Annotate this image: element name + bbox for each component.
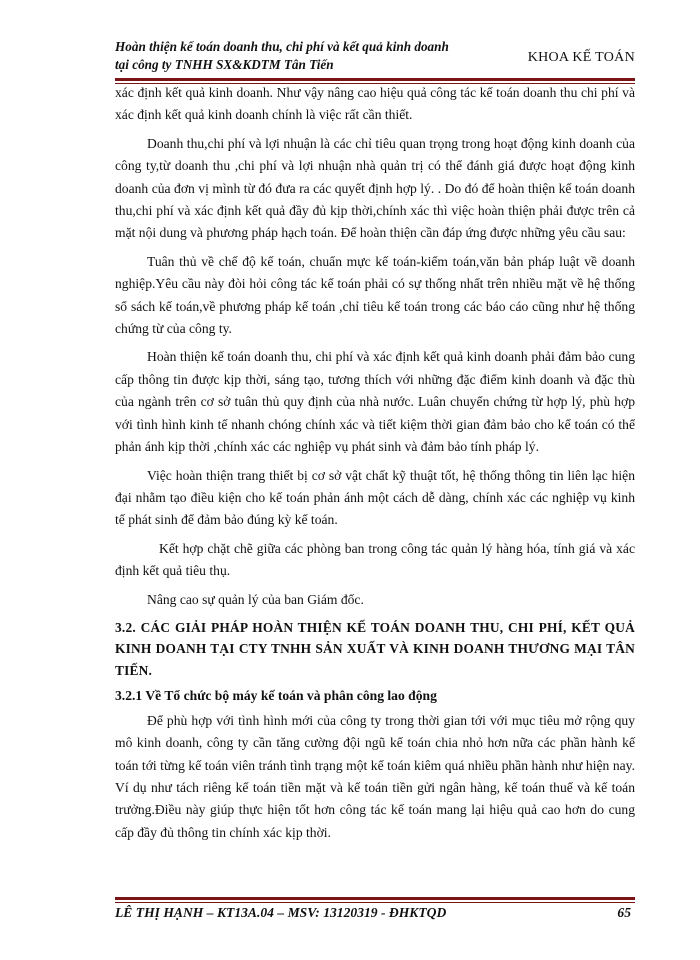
paragraph-6: Kết hợp chặt chẽ giữa các phòng ban trong công tác quản lý hàng hóa, tính giá và xác định kết quả tiêu thụ. xyxy=(115,540,635,579)
page-body xyxy=(115,82,635,850)
section-heading: 3.2. CÁC GIẢI PHÁP HOÀN THIỆN KẾ TOÁN DOANH THU, CHI PHÍ, KẾT QUẢ KINH DOANH TẠI CTY TNHH SẢN XUẤT VÀ KINH DOANH THƯƠNG MẠI TÂN TIẾN. xyxy=(115,619,635,678)
footer-author: LÊ THỊ HẠNH – KT13A.04 – MSV: 13120319 - ĐHKTQD xyxy=(115,905,447,920)
header-title-line2: tại công ty TNHH SX&KDTM Tân Tiến xyxy=(115,57,334,72)
header-title xyxy=(115,38,510,74)
subsection-heading: 3.2.1 Về Tổ chức bộ máy kế toán và phân công lao động xyxy=(115,688,437,704)
page-header xyxy=(115,38,635,78)
header-department: KHOA KẾ TOÁN xyxy=(527,50,635,65)
header-title-line1: Hoàn thiện kế toán doanh thu, chi phí và kết quả kinh doanh xyxy=(115,39,449,54)
paragraph-8: Để phù hợp với tình hình mới của công ty trong thời gian tới với mục tiêu mở rộng quy mô kinh doanh, công ty cần tăng cường đội ngũ kế toán chia nhỏ hơn nữa các phần hành kế toán tới từng kế toán viên tránh tình trạng một kế toán kiêm quá nhiều phần hành như hiện nay. Ví dụ như tách riêng kế toán tiền mặt và kế toán tiền gửi ngân hàng, kế toán thuế và kế toán trưởng.Điều này giúp thực hiện tốt hơn công tác kế toán mang lại hiệu quả cao hơn do cung cấp đầy đủ thông tin chính xác kịp thời. xyxy=(115,712,635,840)
paragraph-5: Việc hoàn thiện trang thiết bị cơ sở vật chất kỹ thuật tốt, hệ thống thông tin liên lạc hiện đại nhằm tạo điều kiện cho kế toán phản ánh một cách dễ dàng, chính xác các nghiệp vụ kinh tế phát sinh để đảm bảo đúng kỳ kế toán. xyxy=(115,467,635,528)
paragraph-4: Hoàn thiện kế toán doanh thu, chi phí và xác định kết quả kinh doanh phải đảm bảo cung cấp thông tin được kịp thời, sáng tạo, tương thích với những đặc điểm kinh doanh và đặc thù của ngành trên cơ sở tuân thủ quy định của nhà nước. Luân chuyển chứng từ hợp lý, phù hợp với tình hình kinh tế nhanh chóng chính xác và tiết kiệm thời gian đảm bảo cho kế toán có thể phản ánh kịp thời ,chính xác các nghiệp vụ phát sinh và đảm bảo tính pháp lý. xyxy=(115,349,635,455)
paragraph-2: Doanh thu,chi phí và lợi nhuận là các chỉ tiêu quan trọng trong hoạt động kinh doanh của công ty,từ doanh thu ,chi phí và lợi nhuận nhà quản trị có thể đánh giá được hoạt động kinh doanh của đơn vị mình từ đó đưa ra các quyết định hợp lý. . Do đó để hoàn thiện kế toán doanh thu,chi phí và xác định kết quả đầy đủ kịp thời,chính xác thì việc hoàn thiện phải được trên cả mặt nội dung và phương pháp hạch toán. Để hoàn thiện cần đáp ứng được những yêu cầu sau: xyxy=(115,135,635,241)
paragraph-7: Nâng cao sự quản lý của ban Giám đốc. xyxy=(147,591,364,607)
paragraph-1: xác định kết quả kinh doanh. Như vậy nâng cao hiệu quả công tác kế toán doanh thu chi phí và xác định kết quả kinh doanh chính là việc rất cần thiết. xyxy=(115,85,635,123)
footer-rule xyxy=(115,897,635,903)
paragraph-3: Tuân thủ về chế độ kế toán, chuẩn mực kế toán-kiểm toán,văn bản pháp luật về doanh nghiệp.Yêu cầu này đòi hỏi công tác kế toán phải có sự thống nhất trên nhiều mặt về hệ thống sổ sách kế toán,về phương pháp kế toán ,chỉ tiêu kế toán trong các báo cáo cũng như hệ thống chứng từ của công ty. xyxy=(115,253,635,337)
page-footer xyxy=(115,905,635,925)
page-number: 65 xyxy=(617,905,631,920)
